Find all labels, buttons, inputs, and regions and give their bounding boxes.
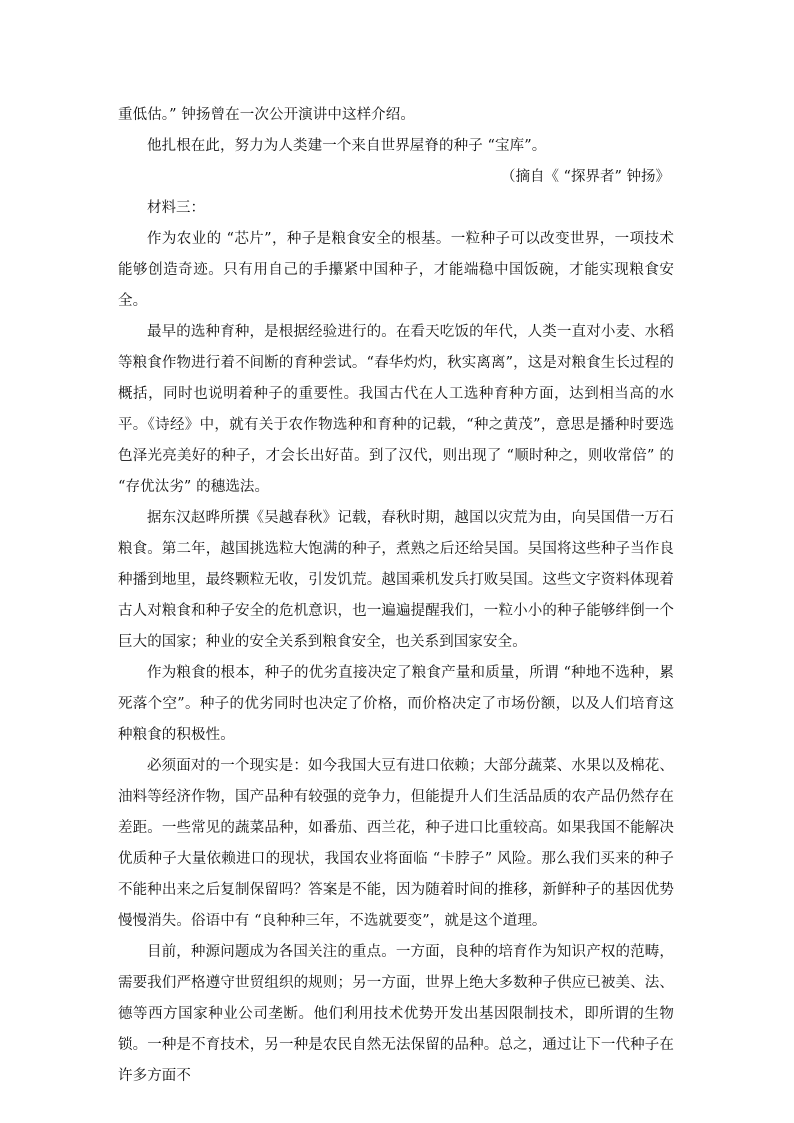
paragraph-wu-yue-story: 据东汉赵晔所撰《吴越春秋》记载，春秋时期，越国以灾荒为由，向吴国借一万石粮食。第二年，越国挑选粒大饱满的种子，煮熟之后还给吴国。吴国将这些种子当作良种播到地里，最终颗粒无收，引发饥荒。越国乘机发兵打败吴国。这些文字资料体现着古人对粮食和种子安全的危机意识，也一遍遍提醒我们，一粒小小的种子能够绊倒一个巨大的国家；种业的安全关系到粮食安全，也关系到国家安全。: [118, 510, 674, 650]
section-heading-material-three: 材料三：: [147, 200, 205, 216]
paragraph-import-dependence: 必须面对的一个现实是：如今我国大豆有进口依赖；大部分蔬菜、水果以及棉花、油料等经济作物，国产品种有较强的竞争力，但能提升人们生活品质的农产品仍然存在差距。一些常见的蔬菜品种，如番茄、西兰花，种子进口比重较高。如果我国不能解决优质种子大量依赖进口的现状，我国农业将面临 “卡脖子” 风险。那么我们买来的种子不能种出来之后复制保留吗？答案是不能，因为随着时间的推移，新鲜种子的基因优势慢慢消失。俗语中有 “良种种三年，不选就要变”，就是这个道理。: [118, 758, 674, 929]
paragraph-seed-bank: 他扎根在此，努力为人类建一个来自世界屋脊的种子 “宝库”。: [147, 138, 547, 154]
paragraph-seed-quality: 作为粮食的根本，种子的优劣直接决定了粮食产量和质量，所谓 “种地不选种，累死落个空”。种子的优劣同时也决定了价格，而价格决定了市场份额，以及人们培育这种粮食的积极性。: [118, 665, 674, 743]
document-body: [118, 100, 674, 1092]
paragraph-seed-selection-history: 最早的选种育种，是根据经验进行的。在看天吃饭的年代，人类一直对小麦、水稻等粮食作物进行着不间断的育种尝试。“春华灼灼，秋实离离”，这是对粮食生长过程的概括，同时也说明着种子的重要性。我国古代在人工选种育种方面，达到相当高的水平。《诗经》中，就有关于农作物选种和育种的记载，“种之黄茂”，意思是播种时要选色泽光亮美好的种子，才会长出好苗。到了汉代，则出现了 “顺时种之，则收常倍” 的 “存优汰劣” 的穗选法。: [118, 324, 674, 495]
paragraph-seed-chip: 作为农业的 “芯片”，种子是粮食安全的根基。一粒种子可以改变世界，一项技术能够创造奇迹。只有用自己的手攥紧中国种子，才能端稳中国饭碗，才能实现粮食安全。: [118, 231, 674, 309]
paragraph-seed-source-issue: 目前，种源问题成为各国关注的重点。一方面，良种的培育作为知识产权的范畴，需要我们严格遵守世贸组织的规则；另一方面，世界上绝大多数种子供应已被美、法、德等西方国家种业公司垄断。他们利用技术优势开发出基因限制技术，即所谓的生物锁。一种是不育技术，另一种是农民自然无法保留的品种。总之，通过让下一代种子在许多方面不: [118, 944, 674, 1084]
source-citation: （摘自《 “探界者” 钟扬》: [500, 169, 670, 185]
paragraph-continuation: 重低估。” 钟扬曾在一次公开演讲中这样介绍。: [118, 107, 415, 123]
